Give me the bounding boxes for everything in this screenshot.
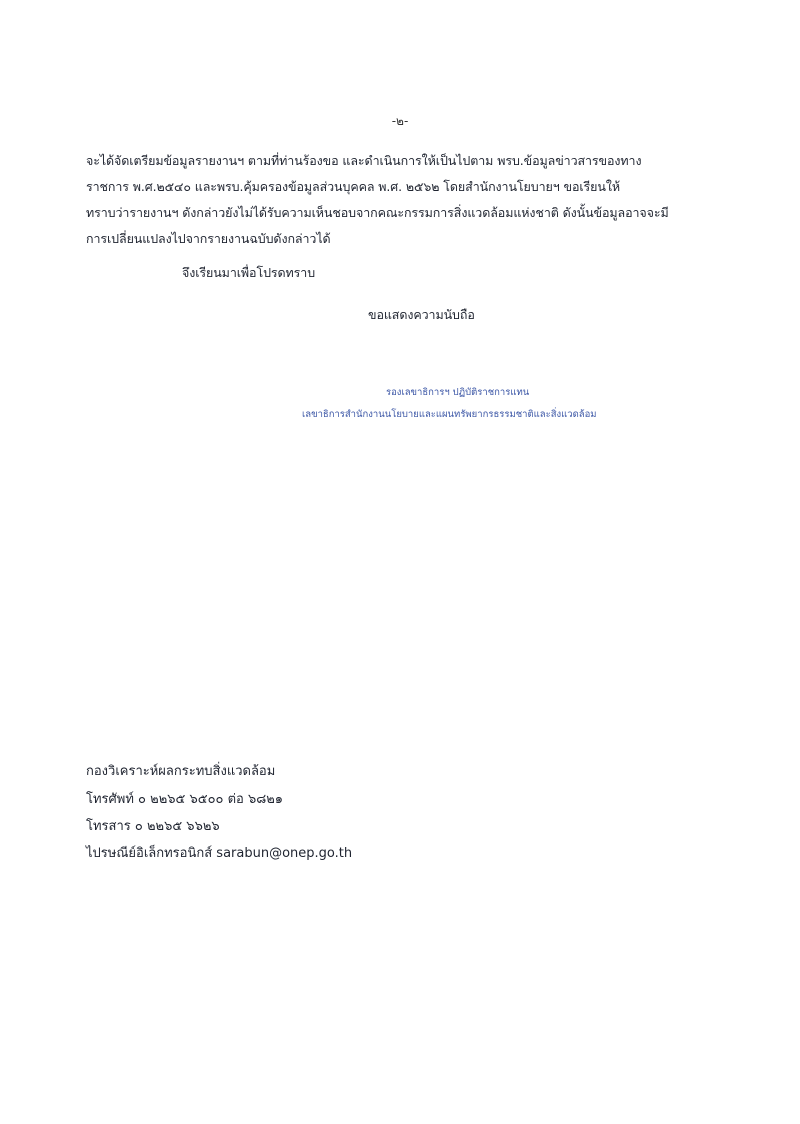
body-line-2: ราชการ พ.ศ.๒๕๔๐ และพรบ.คุ้มครองข้อมูลส่วนบุคคล พ.ศ. ๒๕๖๒ โดยสำนักงานโยบายฯ ขอเรียนให้ — [86, 179, 620, 194]
body-line-4: การเปลี่ยนแปลงไปจากรายงานฉบับดังกล่าวได้ — [86, 231, 331, 246]
body-line-1: จะได้จัดเตรียมข้อมูลรายงานฯ ตามที่ท่านร้องขอ และดำเนินการให้เป็นไปตาม พรบ.ข้อมูลข่าวสารของทาง — [86, 153, 642, 168]
contact-phone: โทรศัพท์ ๐ ๒๒๖๕ ๖๕๐๐ ต่อ ๖๘๒๑ — [86, 792, 284, 807]
salutation: ขอแสดงความนับถือ — [368, 307, 475, 322]
closing-request: จึงเรียนมาเพื่อโปรดทราบ — [182, 265, 316, 280]
body-line-3: ทราบว่ารายงานฯ ดังกล่าวยังไม่ได้รับความเห็นชอบจากคณะกรรมการสิ่งแวดล้อมแห่งชาติ ดังนั้นข้อมูลอาจจะมี — [86, 205, 669, 220]
signer-title: เลขาธิการสำนักงานนโยบายและแผนทรัพยากรธรรมชาติและสิ่งแวดล้อม — [302, 409, 597, 420]
signer-position: รองเลขาธิการฯ ปฏิบัติราชการแทน — [386, 387, 530, 398]
page-number: -๒- — [391, 114, 409, 128]
contact-fax: โทรสาร ๐ ๒๒๖๕ ๖๖๒๖ — [86, 819, 220, 834]
contact-department: กองวิเคราะห์ผลกระทบสิ่งแวดล้อม — [86, 764, 276, 779]
contact-email: ไปรษณีย์อิเล็กทรอนิกส์ sarabun@onep.go.th — [86, 846, 353, 861]
